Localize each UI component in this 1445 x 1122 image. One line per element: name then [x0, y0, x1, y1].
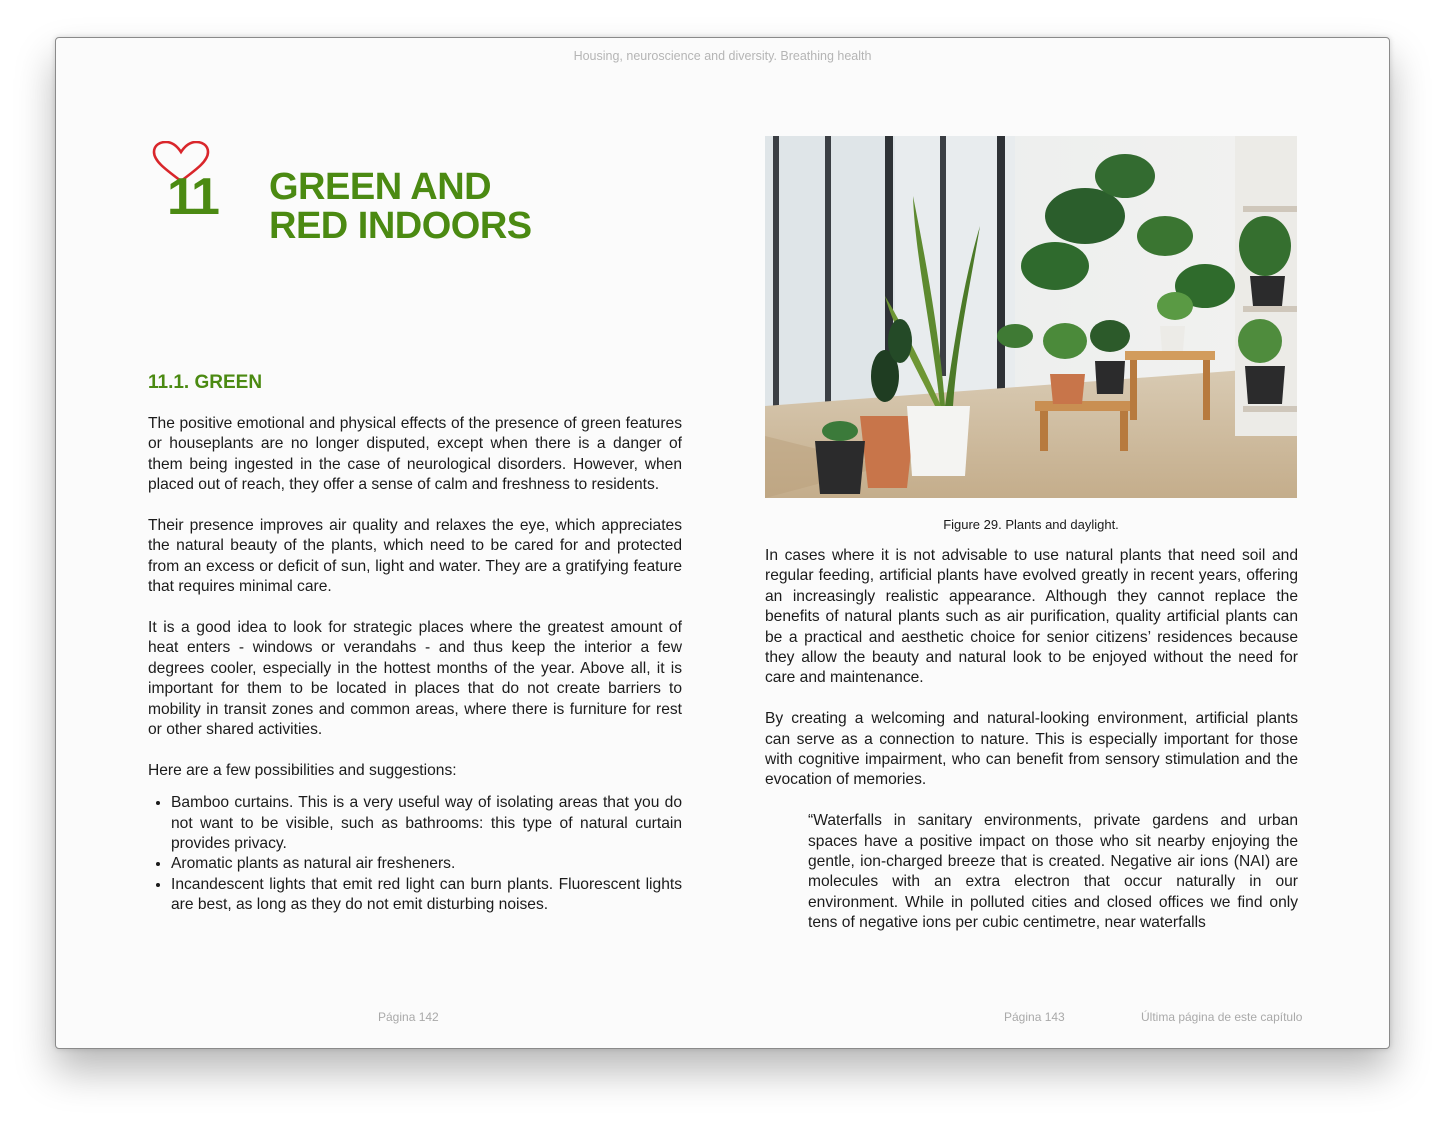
chapter-end-note: Última página de este capítulo: [1141, 1010, 1303, 1024]
paragraph: By creating a welcoming and natural-looking environment, artificial plants can serve as a connection to nature. This is especially important for those with cognitive impairment, who can benefit from sensory stimulation and the evocation of memories.: [765, 710, 1298, 789]
chapter-title-line-2: RED INDOORS: [269, 205, 532, 247]
plants-illustration: [765, 136, 1297, 498]
paragraph: In cases where it is not advisable to use natural plants that need soil and regular feeding, artificial plants have evolved greatly in recent years, offering an increasingly realistic appearance. Although they cannot replace the benefits of natural plants such as air purification, quality artificial plants can be a practical and aesthetic choice for senior citizens’ residences because they allow the beauty and natural look to be enjoyed without the need for care and maintenance.: [765, 547, 1298, 687]
page-number-left: Página 142: [378, 1010, 439, 1024]
paragraph: The positive emotional and physical effects of the presence of green features or houseplants are no longer disputed, except when there is a danger of them being ingested in the case of neurological disorders. However, when placed out of reach, they offer a sense of calm and freshness to residents.: [148, 415, 682, 494]
list-item: • Bamboo curtains. This is a very useful way of isolating areas that you do not want to be visible, such as bathrooms: this type of natural curtain provides privacy.: [171, 793, 682, 854]
chapter-badge: [151, 141, 241, 231]
right-page-body: [765, 546, 1298, 954]
paragraph: It is a good idea to look for strategic places where the greatest amount of heat enters - windows or verandahs - and thus keep the interior a few degrees cooler, especially in the hottest months of the year. Above all, it is important for them to be located in places that do not create barriers to mobility in transit zones and common areas, where there is furniture for rest or other shared activities.: [148, 619, 682, 739]
figure-plants-photo: [765, 136, 1297, 498]
book-title: Housing, neuroscience and diversity. Breathing health: [573, 49, 872, 63]
list-item: • Incandescent lights that emit red light can burn plants. Fluorescent lights are best, as long as they do not emit disturbing noises.: [171, 875, 682, 916]
paragraph: Here are a few possibilities and suggestions:: [148, 761, 457, 779]
book-reader-window: [55, 37, 1390, 1049]
quote-block: “Waterfalls in sanitary environments, private gardens and urban spaces have a positive impact on those who sit nearby enjoying the gentle, ion-charged breeze that is created. Negative air ions (NAI) are molecules with an extra electron that occur naturally in our environment. While in polluted cities and closed offices we find only tens of negative ions per cubic centimetre, near waterfalls: [808, 812, 1298, 932]
list-item: • Aromatic plants as natural air fresheners.: [171, 854, 682, 874]
section-title: 11.1. GREEN: [148, 372, 263, 393]
paragraph: Their presence improves air quality and relaxes the eye, which appreciates the natural beauty of the plants, which need to be cared for and protected from an excess or deficit of sun, light and water. They are a gratifying feature that requires minimal care.: [148, 517, 682, 596]
chapter-title: [269, 168, 532, 246]
left-page-body: [148, 414, 682, 916]
chapter-title-line-1: GREEN AND: [269, 166, 492, 208]
chapter-number: 11: [167, 168, 218, 226]
page-number-right: Página 143: [1004, 1010, 1065, 1024]
suggestions-list: [148, 793, 682, 915]
figure-caption: Figure 29. Plants and daylight.: [943, 517, 1119, 532]
